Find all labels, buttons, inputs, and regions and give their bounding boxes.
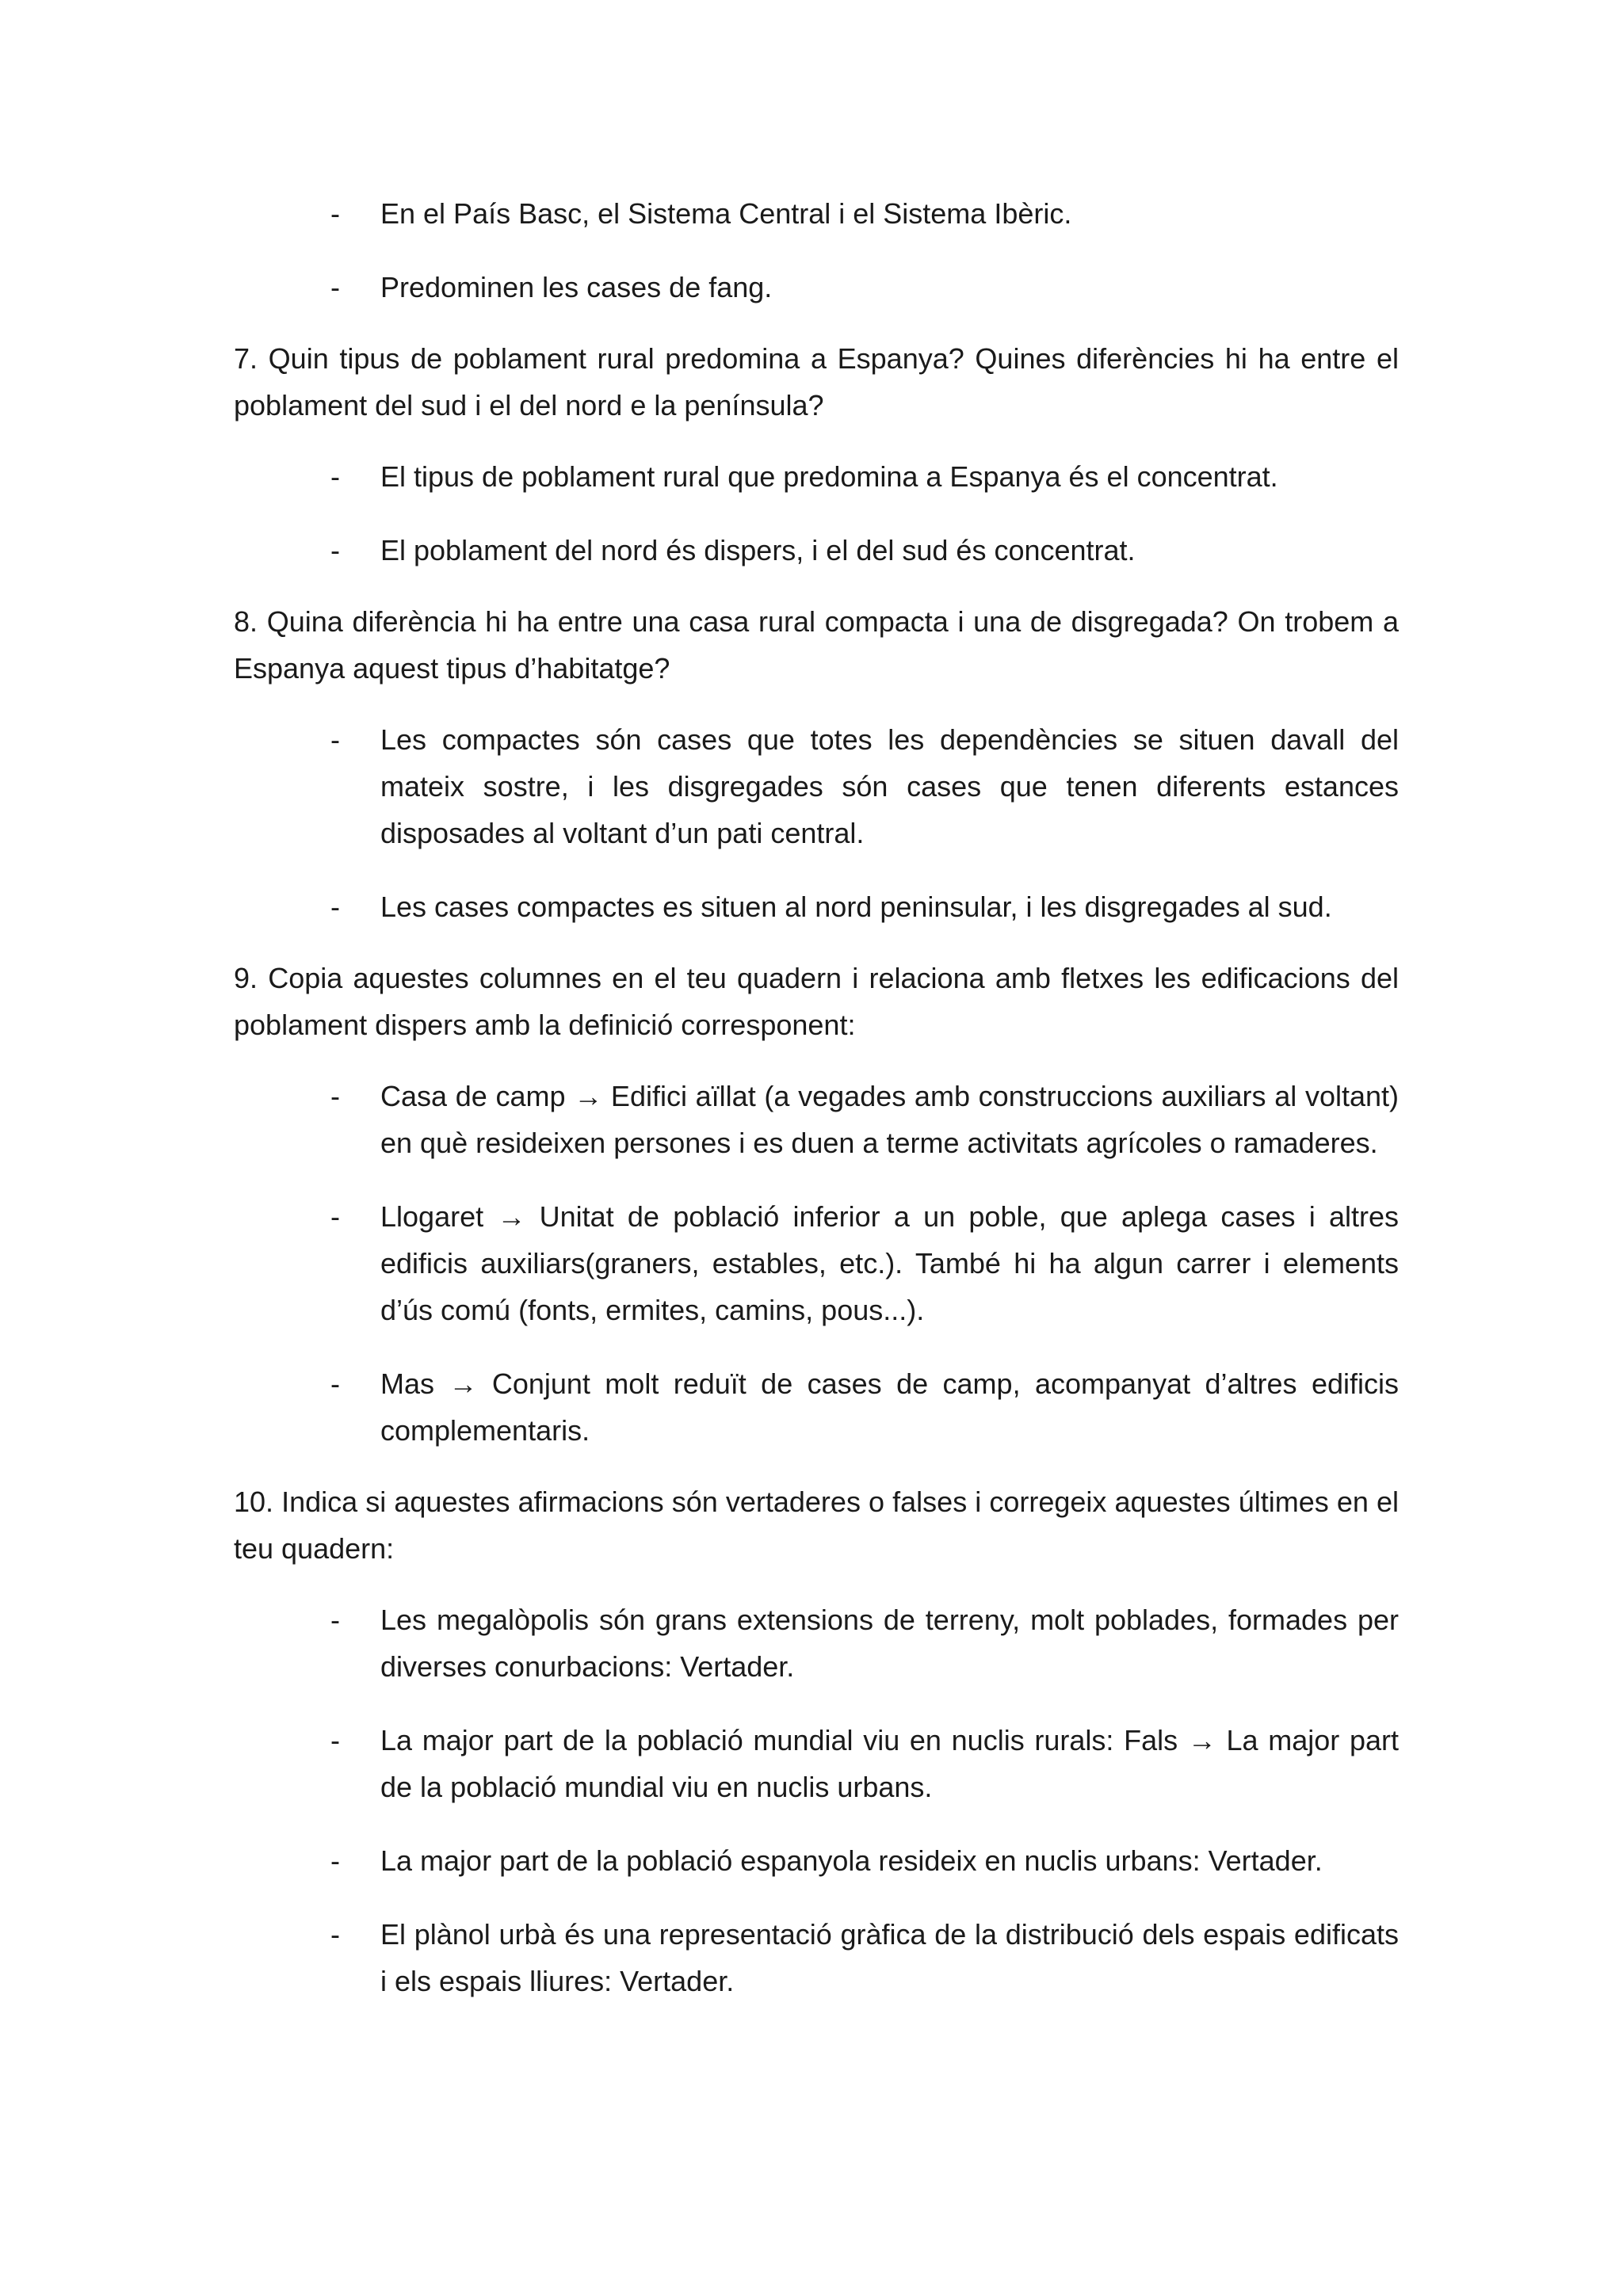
answer-text: El tipus de poblament rural que predomina a Espanya és el concentrat. bbox=[380, 460, 1278, 493]
answer-text: Predominen les cases de fang. bbox=[380, 271, 773, 303]
bullet-dash: - bbox=[330, 1080, 340, 1112]
answer-text: En el País Basc, el Sistema Central i el Sistema Ibèric. bbox=[380, 197, 1072, 230]
bullet-dash: - bbox=[330, 1200, 340, 1233]
answer-text: Les megalòpolis són grans extensions de terreny, molt poblades, formades per diverses conurbacions: Vertader. bbox=[380, 1604, 1399, 1683]
answer-text: Llogaret → Unitat de població inferior a un poble, que aplega cases i altres edificis auxiliars(graners, estables, etc.). També hi ha algun carrer i elements d’ús comú (fonts, ermites, camins, pous...). bbox=[380, 1200, 1399, 1326]
answer-text: Casa de camp → Edifici aïllat (a vegades amb construccions auxiliars al voltant) en què resideixen persones i es duen a terme activitats agrícoles o ramaderes. bbox=[380, 1080, 1399, 1159]
bullet-dash: - bbox=[330, 1604, 340, 1636]
answer-item bbox=[234, 190, 1399, 237]
question-7: 7. Quin tipus de poblament rural predomina a Espanya? Quines diferències hi ha entre el poblament del sud i el del nord e la península? bbox=[234, 342, 1399, 421]
question-8: 8. Quina diferència hi ha entre una casa rural compacta i una de disgregada? On trobem a Espanya aquest tipus d’habitatge? bbox=[234, 605, 1399, 685]
answer-item bbox=[234, 453, 1399, 500]
bullet-dash: - bbox=[330, 891, 340, 923]
answer-item bbox=[234, 1717, 1399, 1810]
question-10: 10. Indica si aquestes afirmacions són vertaderes o falses i corregeix aquestes últimes en el teu quadern: bbox=[234, 1486, 1399, 1565]
answer-item bbox=[234, 1596, 1399, 1690]
answer-text: La major part de la població espanyola resideix en nuclis urbans: Vertader. bbox=[380, 1844, 1323, 1877]
bullet-dash: - bbox=[330, 197, 340, 230]
answer-item bbox=[234, 1837, 1399, 1884]
answer-text: La major part de la població mundial viu en nuclis rurals: Fals → La major part de la població mundial viu en nuclis urbans. bbox=[380, 1724, 1399, 1803]
answer-text: Les cases compactes es situen al nord peninsular, i les disgregades al sud. bbox=[380, 891, 1332, 923]
bullet-dash: - bbox=[330, 460, 340, 493]
answer-item bbox=[234, 1193, 1399, 1333]
answer-text: Les compactes són cases que totes les dependències se situen davall del mateix sostre, i les disgregades són cases que tenen diferents estances disposades al voltant d’un pati central. bbox=[380, 723, 1399, 849]
bullet-dash: - bbox=[330, 1724, 340, 1756]
bullet-dash: - bbox=[330, 1367, 340, 1400]
answer-item bbox=[234, 1911, 1399, 2004]
answer-item bbox=[234, 264, 1399, 311]
document-content bbox=[234, 190, 1399, 2029]
answer-item bbox=[234, 1073, 1399, 1166]
question-9: 9. Copia aquestes columnes en el teu quadern i relaciona amb fletxes les edificacions del poblament dispers amb la definició corresponent: bbox=[234, 962, 1399, 1041]
bullet-dash: - bbox=[330, 271, 340, 303]
answer-item bbox=[234, 716, 1399, 856]
answer-item bbox=[234, 1360, 1399, 1454]
bullet-dash: - bbox=[330, 534, 340, 566]
answer-text: Mas → Conjunt molt reduït de cases de camp, acompanyat d’altres edificis complementaris. bbox=[380, 1367, 1399, 1447]
answer-item bbox=[234, 883, 1399, 930]
bullet-dash: - bbox=[330, 1844, 340, 1877]
bullet-dash: - bbox=[330, 1918, 340, 1951]
answer-item bbox=[234, 527, 1399, 574]
answer-text: El poblament del nord és dispers, i el del sud és concentrat. bbox=[380, 534, 1136, 566]
bullet-dash: - bbox=[330, 723, 340, 756]
answer-text: El plànol urbà és una representació gràfica de la distribució dels espais edificats i els espais lliures: Vertader. bbox=[380, 1918, 1399, 1997]
